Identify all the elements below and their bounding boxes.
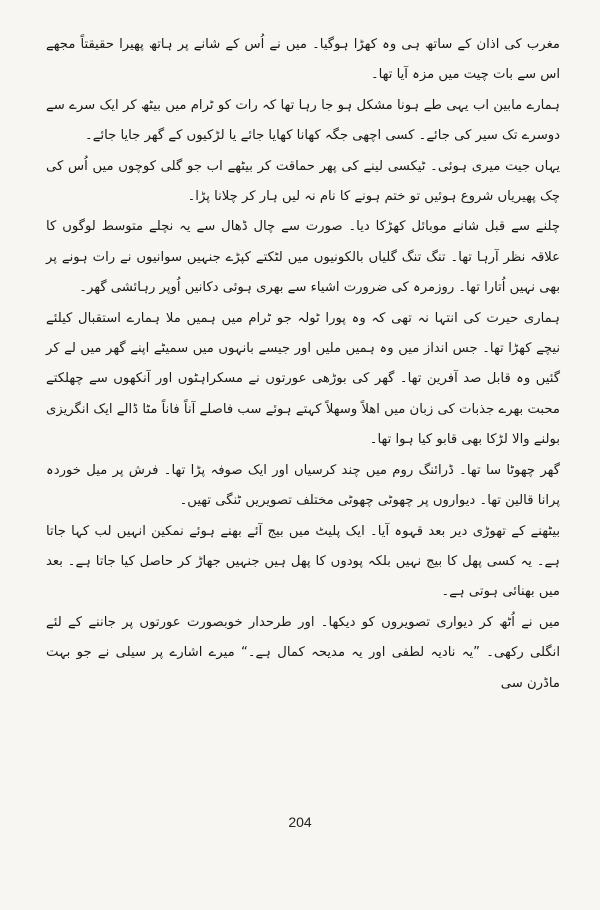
paragraph: چلنے سے قبل شانے موبائل کھڑکا دیا۔ صورت سے چال ڈھال سے یہ نچلے متوسط لوگوں کا علاقہ نظر آرہا تھا۔ تنگ تنگ گلیاں بالکونیوں میں لٹکتے کپڑے جنہیں سوانیوں نے رات ہونے پر بھی نہیں اُتارا تھا۔ روزمرہ کی ضرورت اشیاء سے بھری ہوئی دکانیں اُوپر رہائشی گھر۔ — [46, 219, 560, 296]
paragraph: ہماری حیرت کی انتہا نہ تھی کہ وہ پورا ٹولہ جو ٹرام میں ہمیں ملا ہمارے استقبال کیلئے نیچے کھڑا تھا۔ جس انداز میں وہ ہمیں ملیں اور جیسے بانہوں میں سمیٹے اپنے گھر میں لے کر گئیں وہ قابل صد آفرین تھا۔ گھر کی بوڑھی عورتوں نے مسکراہٹوں اور آنکھوں سے چھلکتے محبت بھرے جذبات کی زبان میں اھلاً وسھلاً کہتے ہوئے سب فاصلے آناً فاناً مٹا ڈالے ایک انگریزی بولنے والا لڑکا بھی قابو کیا ہوا تھا۔ — [46, 310, 560, 448]
paragraph: گھر چھوٹا سا تھا۔ ڈرائنگ روم میں چند کرسیاں اور ایک صوفہ پڑا تھا۔ فرش پر میل خوردہ پرانا قالین تھا۔ دیواروں پر چھوٹی چھوٹی مختلف تصویریں ٹنگی تھیں۔ — [46, 462, 560, 509]
paragraph: یہاں جیت میری ہوئی۔ ٹیکسی لینے کی پھر حماقت کر بیٹھے اب جو گلی کوچوں میں اُس کی چک پھیریاں شروع ہوئیں تو ختم ہونے کا نام نہ لیں ہار کر چلانا پڑا۔ — [46, 158, 560, 205]
page-number: 204 — [288, 814, 312, 830]
paragraph: میں نے اُٹھ کر دیواری تصویروں کو دیکھا۔ اور طرحدار خوبصورت عورتوں پر جاننے کے لئے انگلی رکھی۔ ”یہ نادیہ لطفی اور یہ مدیحہ کمال ہے۔“ میرے اشارے پر سیلی نے جو بہت ماڈرن سی — [46, 614, 560, 691]
page-body-text — [46, 30, 560, 699]
paragraph: ہمارے مابین اب یہی طے ہونا مشکل ہو جا رہا تھا کہ رات کو ٹرام میں بیٹھ کر ایک سرے سے دوسرے تک سیر کی جائے۔ کسی اچھی جگہ کھانا کھایا جائے یا لڑکیوں کے گھر جایا جائے۔ — [46, 97, 560, 144]
paragraph: مغرب کی اذان کے ساتھ ہی وہ کھڑا ہوگیا۔ میں نے اُس کے شانے پر ہاتھ پھیرا حقیقتاً مجھے اس سے بات چیت میں مزہ آیا تھا۔ — [46, 37, 560, 83]
paragraph: بیٹھنے کے تھوڑی دیر بعد قہوہ آیا۔ ایک پلیٹ میں بیج آئے بھنے ہوئے نمکین انہیں لب کہا جاتا ہے۔ یہ کسی پھل کا بیج نہیں بلکہ پودوں کا پھل ہیں جنہیں جھاڑ کر حاصل کیا جاتا ہے۔ بعد میں بھنائی ہوتی ہے۔ — [46, 523, 560, 600]
